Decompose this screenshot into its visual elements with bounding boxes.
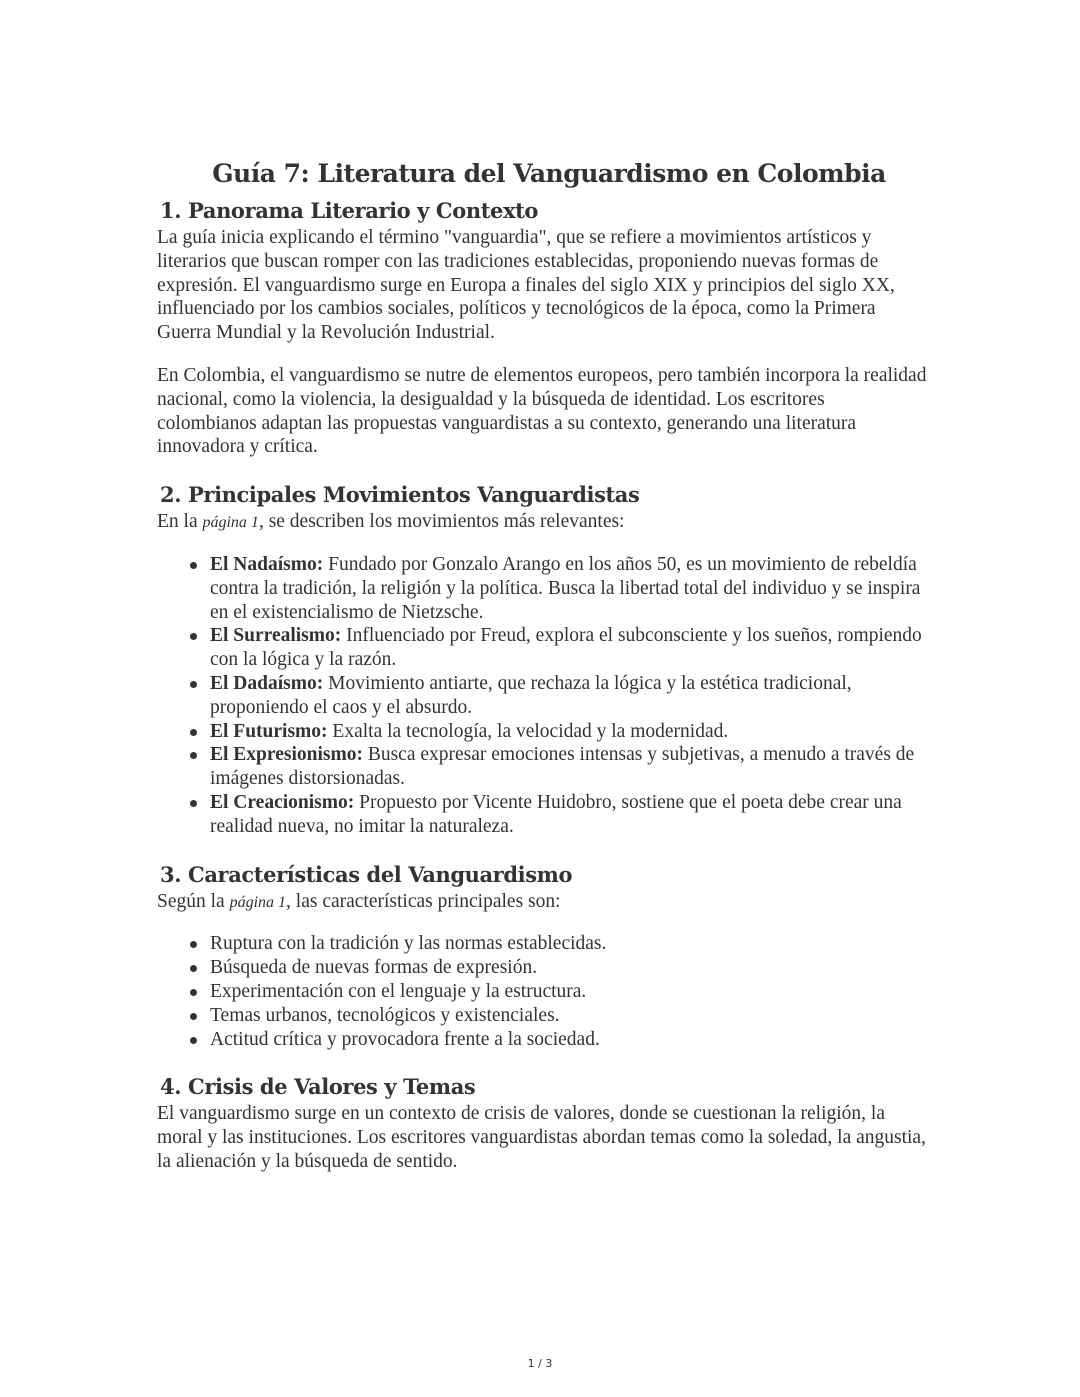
movement-description: Exalta la tecnología, la velocidad y la modernidad.	[327, 720, 729, 742]
section-movimientos	[157, 480, 927, 838]
intro-text: , se describen los movimientos más relevantes:	[258, 511, 625, 533]
paragraph: El vanguardismo surge en un contexto de crisis de valores, donde se cuestionan la religión, la moral y las instituciones. Los escritores vanguardistas abordan temas como la soledad, la angustia, la alienación y la búsqueda de sentido.	[157, 1103, 926, 1172]
section-heading: 2. Principales Movimientos Vanguardistas	[160, 482, 640, 508]
page-indicator: 1 / 3	[527, 1357, 553, 1370]
movement-description: Fundado por Gonzalo Arango en los años 50, es un movimiento de rebeldía contra la tradición, la religión y la política. Busca la libertad total del individuo y se inspira en el existencialismo de Nietzsche.	[210, 553, 921, 623]
movements-list	[157, 553, 927, 839]
list-item	[157, 624, 927, 672]
section-intro	[157, 510, 927, 535]
movement-term: El Surrealismo:	[210, 625, 342, 647]
list-item	[157, 791, 927, 839]
document-page	[157, 156, 927, 1174]
section-caracteristicas	[157, 860, 927, 1052]
section-panorama	[157, 196, 927, 459]
section-heading: 4. Crisis de Valores y Temas	[160, 1074, 476, 1100]
movement-description: Busca expresar emociones intensas y subjetivas, a menudo a través de imágenes distorsionadas.	[210, 744, 915, 790]
list-item: Ruptura con la tradición y las normas establecidas.	[157, 932, 927, 956]
section-heading: 3. Características del Vanguardismo	[160, 861, 573, 887]
movement-term: El Futurismo:	[210, 720, 328, 742]
movement-description: Influenciado por Freud, explora el subconsciente y los sueños, rompiendo con la lógica y la razón.	[210, 625, 922, 671]
intro-text: Según la	[157, 890, 230, 912]
paragraph: La guía inicia explicando el término "vanguardia", que se refiere a movimientos artísticos y literarios que buscan romper con las tradiciones establecidas, proponiendo nuevas formas de expresión. El vanguardismo surge en Europa a finales del siglo XIX y principios del siglo XX, influenciado por los cambios sociales, políticos y tecnológicos de la época, como la Primera Guerra Mundial y la Revolución Industrial.	[157, 227, 895, 344]
section-crisis	[157, 1072, 927, 1173]
movement-term: El Dadaísmo:	[210, 672, 324, 694]
section-intro	[157, 890, 927, 915]
movement-term: El Expresionismo:	[210, 744, 363, 766]
paragraph: En Colombia, el vanguardismo se nutre de elementos europeos, pero también incorpora la realidad nacional, como la violencia, la desigualdad y la búsqueda de identidad. Los escritores colombianos adaptan las propuestas vanguardistas a su contexto, generando una literatura innovadora y crítica.	[157, 364, 927, 458]
movement-term: El Creacionismo:	[210, 791, 355, 813]
list-item	[157, 743, 927, 791]
intro-text: En la	[157, 511, 203, 533]
page-reference: página 1	[229, 893, 287, 911]
list-item	[157, 720, 927, 744]
list-item: Temas urbanos, tecnológicos y existenciales.	[157, 1004, 927, 1028]
document-title: Guía 7: Literatura del Vanguardismo en Colombia	[212, 159, 886, 188]
movement-description: Propuesto por Vicente Huidobro, sostiene que el poeta debe crear una realidad nueva, no imitar la naturaleza.	[210, 791, 902, 837]
list-item	[157, 553, 927, 624]
list-item	[157, 672, 927, 720]
list-item: Actitud crítica y provocadora frente a la sociedad.	[157, 1028, 927, 1052]
movement-term: El Nadaísmo:	[210, 553, 324, 575]
section-heading: 1. Panorama Literario y Contexto	[160, 198, 538, 223]
list-item: Experimentación con el lenguaje y la estructura.	[157, 980, 927, 1004]
list-item: Búsqueda de nuevas formas de expresión.	[157, 956, 927, 980]
movement-description: Movimiento antiarte, que rechaza la lógica y la estética tradicional, proponiendo el caos y el absurdo.	[210, 672, 852, 718]
page-reference: página 1	[202, 514, 259, 532]
characteristics-list	[157, 932, 927, 1051]
intro-text: , las características principales son:	[286, 890, 561, 912]
